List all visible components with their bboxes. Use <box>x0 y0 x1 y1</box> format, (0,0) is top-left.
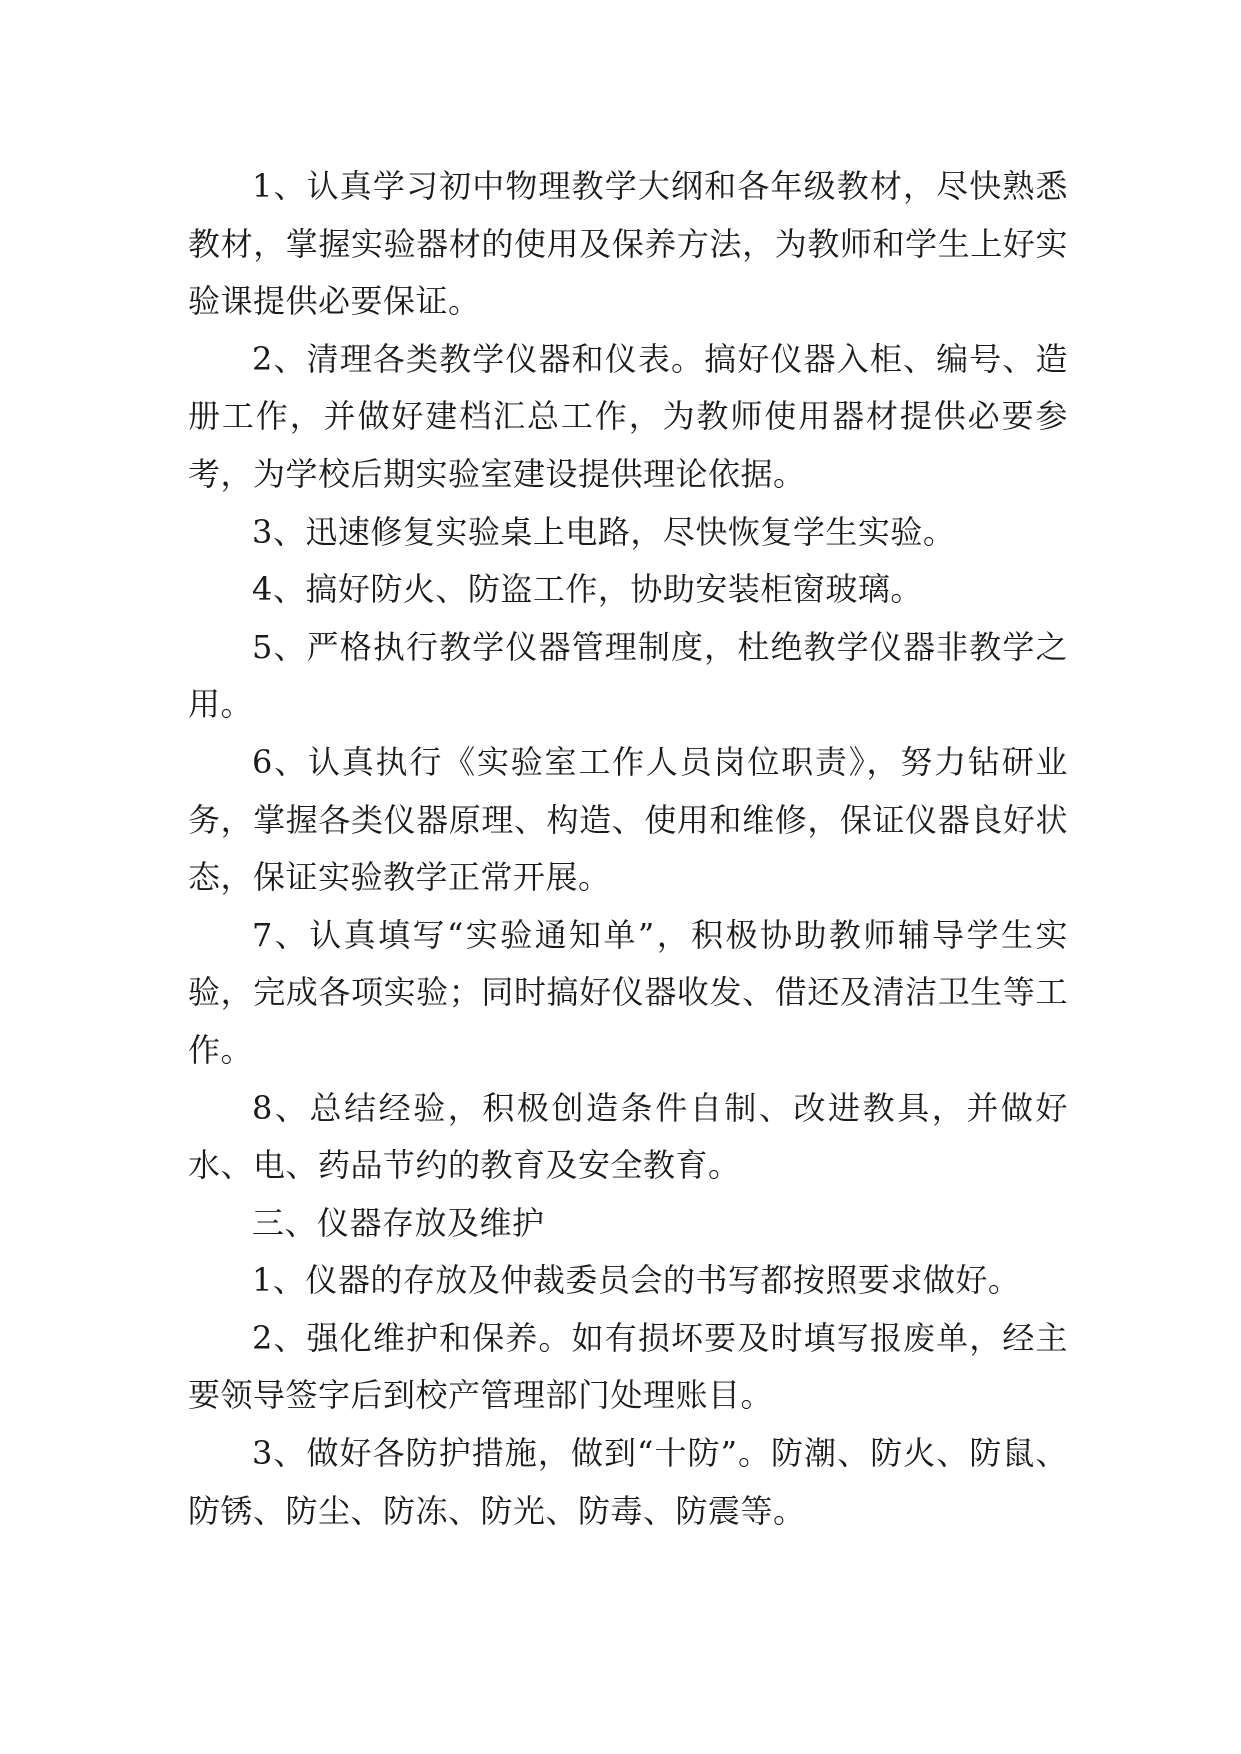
paragraph-9: 1、仪器的存放及仲裁委员会的书写都按照要求做好。 <box>252 1261 1021 1300</box>
paragraph-7: 7、认真填写“实验通知单”，积极协助教师辅导学生实验，完成各项实验；同时搞好仪器收发、借还及清洁卫生等工作。 <box>188 915 1068 1069</box>
paragraph-3: 3、迅速修复实验桌上电路，尽快恢复学生实验。 <box>252 512 956 551</box>
paragraph-1: 1、认真学习初中物理教学大纲和各年级教材，尽快熟悉教材，掌握实验器材的使用及保养方法，为教师和学生上好实验课提供必要保证。 <box>188 167 1068 321</box>
paragraph-4: 4、搞好防火、防盗工作，协助安装柜窗玻璃。 <box>252 570 923 609</box>
paragraph-5: 5、严格执行教学仪器管理制度，杜绝教学仪器非教学之用。 <box>188 627 1068 724</box>
section-heading: 三、仪器存放及维护 <box>252 1203 545 1242</box>
paragraph-11: 3、做好各防护措施，做到“十防”。防潮、防火、防鼠、防锈、防尘、防冻、防光、防毒、防震等。 <box>188 1434 1068 1530</box>
paragraph-10: 2、强化维护和保养。如有损坏要及时填写报废单，经主要领导签字后到校产管理部门处理账目。 <box>188 1318 1068 1415</box>
paragraph-6: 6、认真执行《实验室工作人员岗位职责》，努力钻研业务，掌握各类仪器原理、构造、使用和维修，保证仪器良好状态，保证实验教学正常开展。 <box>188 742 1068 897</box>
paragraph-8: 8、总结经验，积极创造条件自制、改进教具，并做好水、电、药品节约的教育及安全教育。 <box>188 1088 1068 1185</box>
paragraph-2: 2、清理各类教学仪器和仪表。搞好仪器入柜、编号、造册工作，并做好建档汇总工作，为教师使用器材提供必要参考，为学校后期实验室建设提供理论依据。 <box>188 339 1068 493</box>
document-body <box>188 158 1068 1540</box>
